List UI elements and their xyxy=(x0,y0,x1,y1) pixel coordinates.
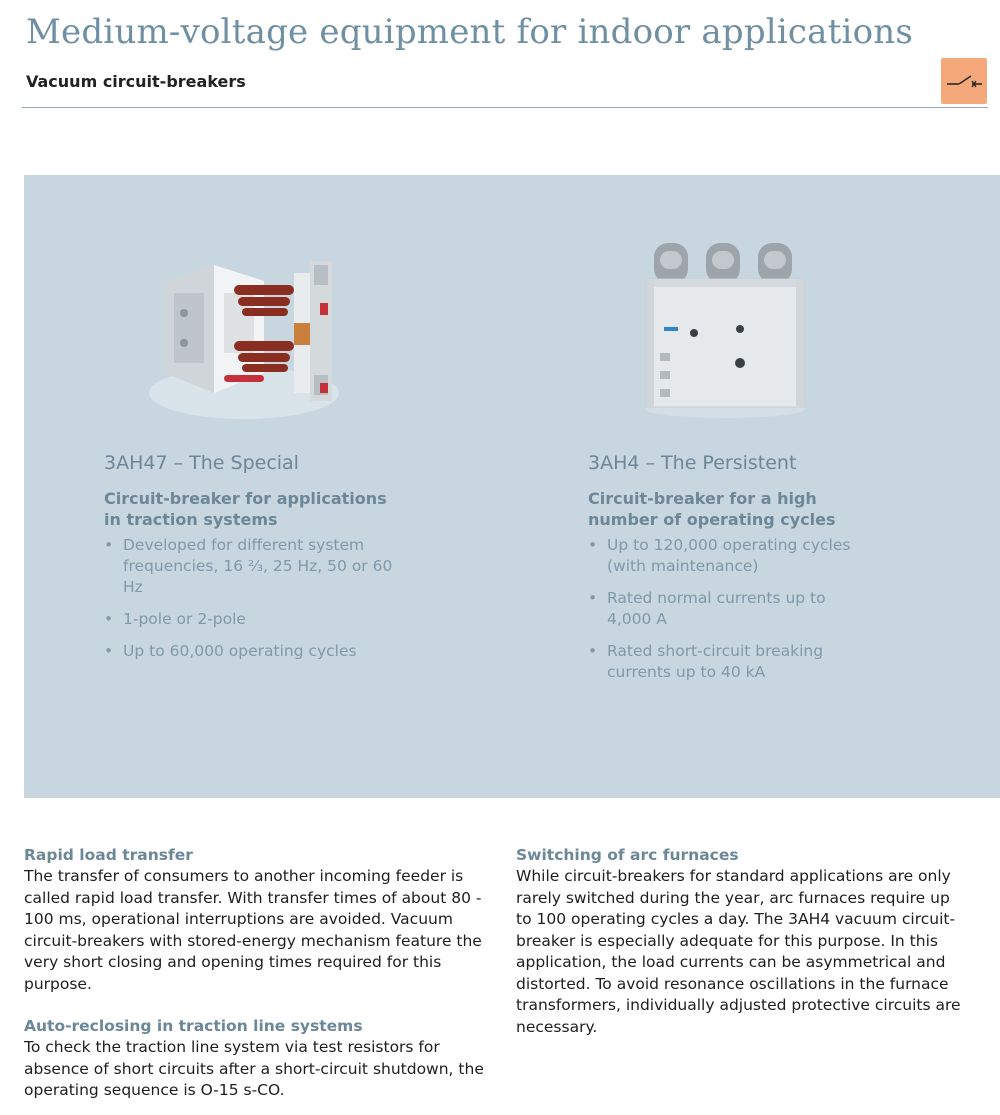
circuit-breaker-symbol-icon xyxy=(941,58,987,104)
product-image-3ah47 xyxy=(144,243,344,423)
product-description: Circuit-breaker for applications in traction systems xyxy=(104,489,387,529)
article-body: The transfer of consumers to another incoming feeder is called rapid load transfer. With transfer times of about 80 - 100 ms, operational interruptions are avoided. Vacuum circuit-breakers with stored-energy mechanism feature the very short closing and opening times required for this purpose. xyxy=(24,867,482,993)
list-item: • Up to 120,000 operating cycles (with maintenance) xyxy=(588,535,858,577)
product-name: 3AH47 – The Special xyxy=(104,452,299,474)
feature-list xyxy=(104,535,404,673)
list-item: • Rated normal currents up to 4,000 A xyxy=(588,588,858,630)
list-item: • 1-pole or 2-pole xyxy=(104,609,404,630)
article-body: While circuit-breakers for standard applications are only rarely switched during the year, arc furnaces require up to 100 operating cycles a day. The 3AH4 vacuum circuit-breaker is especially adequate for this purpose. In this application, the load currents can be asymmetrical and distorted. To avoid resonance oscillations in the furnace transformers, individually adjusted protective circuits are necessary. xyxy=(516,867,961,1036)
product-description: Circuit-breaker for a high number of operating cycles xyxy=(588,489,836,529)
article-rapid-load-transfer xyxy=(24,845,484,995)
list-item: • Rated short-circuit breaking currents up to 40 kA xyxy=(588,641,858,683)
article-heading: Rapid load transfer xyxy=(24,846,193,864)
article-heading: Switching of arc furnaces xyxy=(516,846,739,864)
list-item: • Up to 60,000 operating cycles xyxy=(104,641,404,662)
feature-list xyxy=(588,535,858,694)
article-arc-furnaces xyxy=(516,845,966,1038)
section-subtitle: Vacuum circuit-breakers xyxy=(26,72,246,91)
article-heading: Auto-reclosing in traction line systems xyxy=(24,1017,363,1035)
article-body: To check the traction line system via test resistors for absence of short circuits after a short-circuit shutdown, the operating sequence is O-15 s-CO. xyxy=(24,1038,484,1099)
product-name: 3AH4 – The Persistent xyxy=(588,452,797,474)
product-feature-panel xyxy=(24,175,1000,798)
product-image-3ah4 xyxy=(640,241,810,419)
article-auto-reclosing xyxy=(24,1016,484,1102)
page-title: Medium-voltage equipment for indoor applications xyxy=(26,12,913,52)
list-item: • Developed for different system frequencies, 16 ⅔, 25 Hz, 50 or 60 Hz xyxy=(104,535,404,598)
header-divider xyxy=(22,107,988,108)
